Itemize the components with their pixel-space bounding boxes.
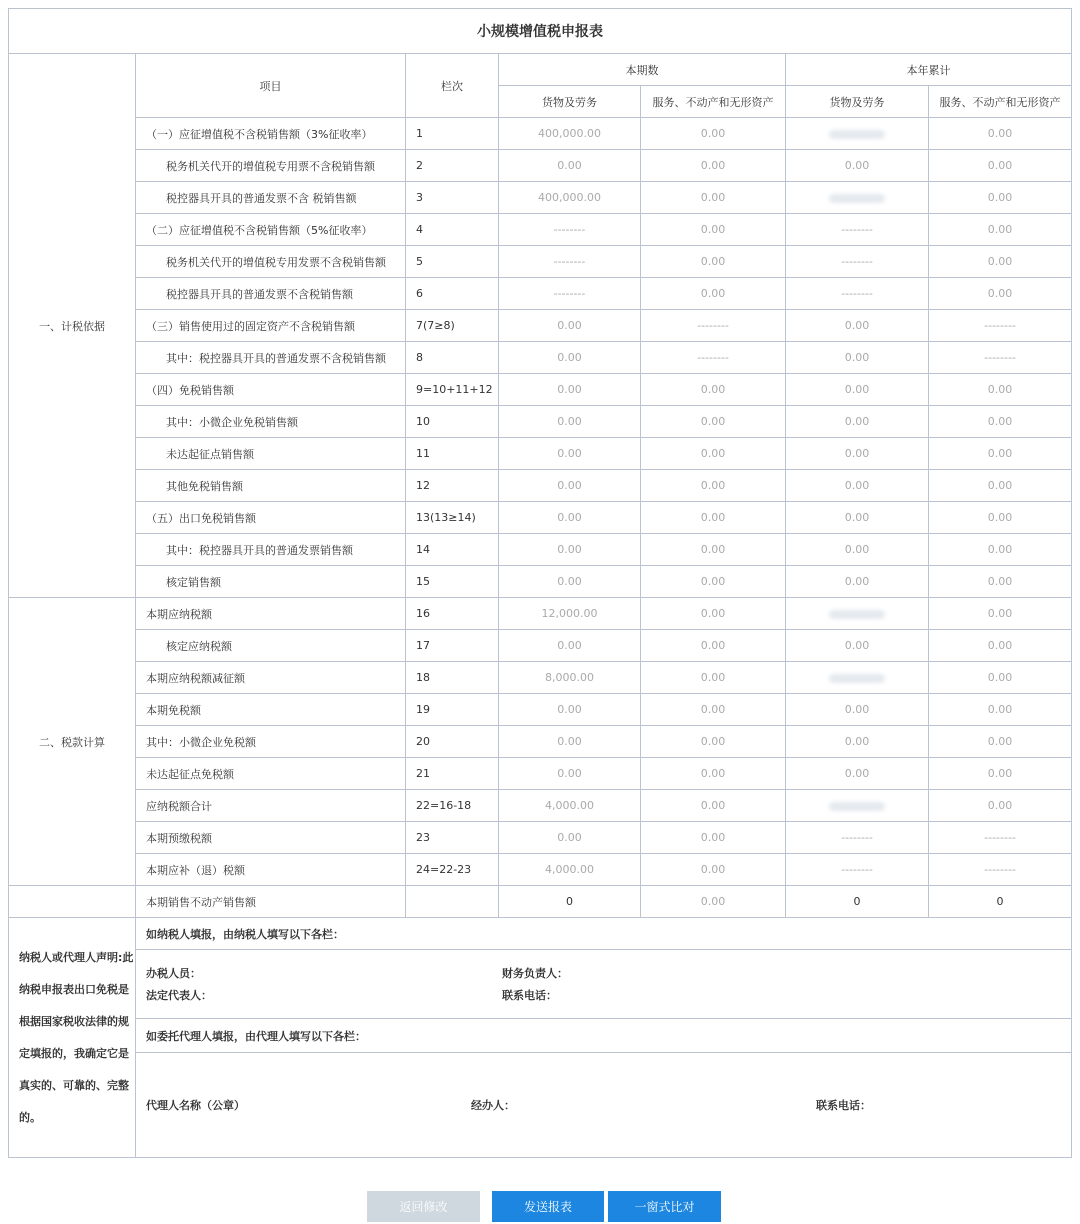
vat-declaration-table: [8, 8, 1072, 918]
value-cs[interactable]: 0.00: [641, 150, 786, 182]
value-ys[interactable]: 0.00: [929, 438, 1072, 470]
row-column-no: 15: [406, 566, 499, 598]
value-ys[interactable]: 0.00: [929, 374, 1072, 406]
taxpayer-fill-header: 如纳税人填报，由纳税人填写以下各栏：: [136, 918, 1072, 950]
value-cg[interactable]: 0.00: [499, 534, 641, 566]
value-ys[interactable]: 0.00: [929, 406, 1072, 438]
row-column-no: 13(13≥14): [406, 502, 499, 534]
value-cs[interactable]: 0.00: [641, 502, 786, 534]
value-cs[interactable]: 0.00: [641, 118, 786, 150]
value-cs[interactable]: 0.00: [641, 790, 786, 822]
value-ys[interactable]: 0.00: [929, 758, 1072, 790]
row-label: 应纳税额合计: [136, 790, 406, 822]
value-cs[interactable]: 0.00: [641, 214, 786, 246]
value-cg[interactable]: 4,000.00: [499, 854, 641, 886]
row-column-no: 17: [406, 630, 499, 662]
value-ys[interactable]: --------: [929, 822, 1072, 854]
row-label: 未达起征点销售额: [136, 438, 406, 470]
row-column-no: 23: [406, 822, 499, 854]
form-title: 小规模增值税申报表: [9, 9, 1072, 54]
value-cg[interactable]: 0.00: [499, 758, 641, 790]
value-cs[interactable]: 0.00: [641, 182, 786, 214]
table-row: [9, 662, 1072, 694]
back-edit-button[interactable]: 返回修改: [367, 1191, 480, 1222]
value-cs[interactable]: 0.00: [641, 694, 786, 726]
row-label: 未达起征点免税额: [136, 758, 406, 790]
value-cg[interactable]: 0.00: [499, 438, 641, 470]
value-cg[interactable]: 0.00: [499, 310, 641, 342]
row-label: 本期销售不动产销售额: [136, 886, 406, 918]
value-cs[interactable]: 0.00: [641, 470, 786, 502]
value-cg[interactable]: 0.00: [499, 374, 641, 406]
value-cg[interactable]: 0.00: [499, 822, 641, 854]
value-cg[interactable]: --------: [499, 246, 641, 278]
finance-head-label: 财务负责人：: [502, 967, 568, 980]
value-yg[interactable]: 0.00: [786, 150, 929, 182]
value-cs[interactable]: 0.00: [641, 886, 786, 918]
value-yg[interactable]: [786, 790, 929, 822]
value-cg[interactable]: 0.00: [499, 406, 641, 438]
value-cs[interactable]: 0.00: [641, 662, 786, 694]
value-ys[interactable]: 0.00: [929, 598, 1072, 630]
value-cg[interactable]: 0.00: [499, 630, 641, 662]
value-yg[interactable]: 0.00: [786, 438, 929, 470]
value-ys[interactable]: 0.00: [929, 790, 1072, 822]
table-row: [9, 374, 1072, 406]
value-ys[interactable]: 0.00: [929, 150, 1072, 182]
value-ys[interactable]: 0.00: [929, 502, 1072, 534]
value-ys[interactable]: 0.00: [929, 278, 1072, 310]
row-label: 本期应纳税额减征额: [136, 662, 406, 694]
value-yg[interactable]: 0.00: [786, 726, 929, 758]
value-yg[interactable]: 0.00: [786, 694, 929, 726]
row-label: （四）免税销售额: [136, 374, 406, 406]
agent-name-label: 代理人名称（公章）: [146, 1099, 245, 1112]
row-label: （五）出口免税销售额: [136, 502, 406, 534]
header-services-year: 服务、不动产和无形资产: [929, 86, 1072, 118]
value-yg[interactable]: 0.00: [786, 630, 929, 662]
row-column-no: 10: [406, 406, 499, 438]
value-cg[interactable]: 4,000.00: [499, 790, 641, 822]
value-yg[interactable]: [786, 182, 929, 214]
row-column-no: 5: [406, 246, 499, 278]
value-cg[interactable]: 0.00: [499, 694, 641, 726]
blurred-value: [829, 802, 885, 811]
taxpayer-sign-area: [136, 950, 1072, 1019]
value-cs[interactable]: --------: [641, 342, 786, 374]
declaration-text: 纳税人或代理人声明:此纳税申报表出口免税是根据国家税收法律的规定填报的，我确定它是真实的、可靠的、完整的。: [9, 918, 136, 1158]
row-column-no: 24=22-23: [406, 854, 499, 886]
header-goods-year: 货物及劳务: [786, 86, 929, 118]
value-cs[interactable]: --------: [641, 310, 786, 342]
row-column-no: 14: [406, 534, 499, 566]
agent-sign-area: [136, 1053, 1072, 1158]
value-cs[interactable]: 0.00: [641, 758, 786, 790]
value-cs[interactable]: 0.00: [641, 854, 786, 886]
value-ys[interactable]: 0.00: [929, 182, 1072, 214]
header-goods: 货物及劳务: [499, 86, 641, 118]
row-label: 税控器具开具的普通发票不含 税销售额: [136, 182, 406, 214]
row-column-no: 6: [406, 278, 499, 310]
value-cg[interactable]: 8,000.00: [499, 662, 641, 694]
row-column-no: 20: [406, 726, 499, 758]
value-yg[interactable]: [786, 118, 929, 150]
blurred-value: [829, 130, 885, 139]
row-label: （二）应征增值税不含税销售额（5%征收率）: [136, 214, 406, 246]
header-services: 服务、不动产和无形资产: [641, 86, 786, 118]
row-label: 本期应补（退）税额: [136, 854, 406, 886]
value-cs[interactable]: 0.00: [641, 822, 786, 854]
row-label: 其中：税控器具开具的普通发票不含税销售额: [136, 342, 406, 374]
row-label: 税务机关代开的增值税专用票不含税销售额: [136, 150, 406, 182]
row-label: 其中：小微企业免税额: [136, 726, 406, 758]
table-row: [9, 758, 1072, 790]
row-column-no: 4: [406, 214, 499, 246]
value-yg[interactable]: --------: [786, 822, 929, 854]
row-column-no: 11: [406, 438, 499, 470]
value-yg[interactable]: 0.00: [786, 342, 929, 374]
value-cs[interactable]: 0.00: [641, 406, 786, 438]
table-row: [9, 598, 1072, 630]
row-column-no: [406, 886, 499, 918]
value-yg[interactable]: 0.00: [786, 566, 929, 598]
row-column-no: 3: [406, 182, 499, 214]
blurred-value: [829, 674, 885, 683]
section-empty: [9, 886, 136, 918]
value-cg[interactable]: 0.00: [499, 566, 641, 598]
value-cs[interactable]: 0.00: [641, 630, 786, 662]
compare-button[interactable]: 一窗式比对: [608, 1191, 721, 1222]
row-label: （三）销售使用过的固定资产不含税销售额: [136, 310, 406, 342]
table-row: [9, 886, 1072, 918]
row-column-no: 8: [406, 342, 499, 374]
table-row: [9, 726, 1072, 758]
value-ys[interactable]: 0.00: [929, 662, 1072, 694]
value-cs[interactable]: 0.00: [641, 534, 786, 566]
value-ys[interactable]: 0.00: [929, 694, 1072, 726]
value-yg[interactable]: 0.00: [786, 310, 929, 342]
table-row: [9, 150, 1072, 182]
value-yg[interactable]: 0.00: [786, 374, 929, 406]
value-yg[interactable]: --------: [786, 854, 929, 886]
row-column-no: 19: [406, 694, 499, 726]
section-tax-calc: 二、税款计算: [9, 598, 136, 886]
row-column-no: 12: [406, 470, 499, 502]
legal-rep-label: 法定代表人：: [146, 989, 212, 1002]
row-label: 其他免税销售额: [136, 470, 406, 502]
table-row: [9, 534, 1072, 566]
value-yg[interactable]: --------: [786, 278, 929, 310]
tax-officer-label: 办税人员：: [146, 967, 201, 980]
row-column-no: 22=16-18: [406, 790, 499, 822]
value-yg[interactable]: 0.00: [786, 470, 929, 502]
contact-phone-label: 联系电话：: [502, 989, 557, 1002]
value-cg[interactable]: 0.00: [499, 726, 641, 758]
row-column-no: 7(7≥8): [406, 310, 499, 342]
value-yg[interactable]: [786, 598, 929, 630]
table-row: [9, 854, 1072, 886]
value-cg[interactable]: --------: [499, 278, 641, 310]
header-year-total: 本年累计: [786, 54, 1072, 86]
value-ys[interactable]: 0.00: [929, 214, 1072, 246]
row-column-no: 21: [406, 758, 499, 790]
table-row: [9, 214, 1072, 246]
value-ys[interactable]: 0.00: [929, 118, 1072, 150]
row-column-no: 18: [406, 662, 499, 694]
table-row: [9, 694, 1072, 726]
row-label: 其中：小微企业免税销售额: [136, 406, 406, 438]
vat-form: [8, 8, 1071, 1158]
value-cs[interactable]: 0.00: [641, 726, 786, 758]
blurred-value: [829, 194, 885, 203]
table-row: [9, 182, 1072, 214]
value-cg[interactable]: 0.00: [499, 342, 641, 374]
value-cs[interactable]: 0.00: [641, 278, 786, 310]
value-ys[interactable]: --------: [929, 342, 1072, 374]
value-cg[interactable]: --------: [499, 214, 641, 246]
table-row: [9, 342, 1072, 374]
table-row: [9, 470, 1072, 502]
header-item: 项目: [136, 54, 406, 118]
value-ys[interactable]: --------: [929, 854, 1072, 886]
value-ys[interactable]: 0: [929, 886, 1072, 918]
table-row: [9, 118, 1072, 150]
handler-label: 经办人：: [471, 1099, 515, 1112]
row-column-no: 2: [406, 150, 499, 182]
value-ys[interactable]: --------: [929, 310, 1072, 342]
agent-fill-header: 如委托代理人填报，由代理人填写以下各栏：: [136, 1019, 1072, 1053]
value-ys[interactable]: 0.00: [929, 566, 1072, 598]
value-ys[interactable]: 0.00: [929, 470, 1072, 502]
row-label: 核定应纳税额: [136, 630, 406, 662]
value-ys[interactable]: 0.00: [929, 726, 1072, 758]
row-label: 税务机关代开的增值税专用发票不含税销售额: [136, 246, 406, 278]
row-column-no: 9=10+11+12: [406, 374, 499, 406]
row-label: 核定销售额: [136, 566, 406, 598]
header-column: 栏次: [406, 54, 499, 118]
value-yg[interactable]: 0.00: [786, 406, 929, 438]
send-report-button[interactable]: 发送报表: [492, 1191, 604, 1222]
value-cs[interactable]: 0.00: [641, 438, 786, 470]
value-cg[interactable]: 400,000.00: [499, 118, 641, 150]
action-bar: [0, 1191, 1080, 1222]
row-label: 其中：税控器具开具的普通发票销售额: [136, 534, 406, 566]
value-cs[interactable]: 0.00: [641, 566, 786, 598]
table-row: [9, 438, 1072, 470]
row-label: 本期应纳税额: [136, 598, 406, 630]
row-column-no: 1: [406, 118, 499, 150]
value-cg[interactable]: 0.00: [499, 150, 641, 182]
agent-phone-label: 联系电话：: [816, 1099, 871, 1112]
value-yg[interactable]: 0.00: [786, 758, 929, 790]
value-cs[interactable]: 0.00: [641, 598, 786, 630]
value-cs[interactable]: 0.00: [641, 246, 786, 278]
table-row: [9, 310, 1072, 342]
table-row: [9, 278, 1072, 310]
value-cg[interactable]: 0.00: [499, 502, 641, 534]
row-label: 税控器具开具的普通发票不含税销售额: [136, 278, 406, 310]
table-row: [9, 246, 1072, 278]
row-column-no: 16: [406, 598, 499, 630]
value-ys[interactable]: 0.00: [929, 630, 1072, 662]
value-cg[interactable]: 12,000.00: [499, 598, 641, 630]
value-ys[interactable]: 0.00: [929, 534, 1072, 566]
table-row: [9, 822, 1072, 854]
table-row: [9, 566, 1072, 598]
value-cg[interactable]: 0: [499, 886, 641, 918]
table-row: [9, 630, 1072, 662]
declaration-table: [8, 917, 1072, 1158]
value-yg[interactable]: --------: [786, 246, 929, 278]
value-cs[interactable]: 0.00: [641, 374, 786, 406]
value-cg[interactable]: 0.00: [499, 470, 641, 502]
value-yg[interactable]: [786, 662, 929, 694]
table-row: [9, 502, 1072, 534]
value-yg[interactable]: --------: [786, 214, 929, 246]
table-row: [9, 790, 1072, 822]
header-current-period: 本期数: [499, 54, 786, 86]
value-cg[interactable]: 400,000.00: [499, 182, 641, 214]
row-label: （一）应征增值税不含税销售额（3%征收率）: [136, 118, 406, 150]
table-row: [9, 406, 1072, 438]
value-yg[interactable]: 0: [786, 886, 929, 918]
value-yg[interactable]: 0.00: [786, 534, 929, 566]
row-label: 本期免税额: [136, 694, 406, 726]
value-ys[interactable]: 0.00: [929, 246, 1072, 278]
value-yg[interactable]: 0.00: [786, 502, 929, 534]
row-label: 本期预缴税额: [136, 822, 406, 854]
blurred-value: [829, 610, 885, 619]
section-tax-basis: 一、计税依据: [9, 54, 136, 598]
